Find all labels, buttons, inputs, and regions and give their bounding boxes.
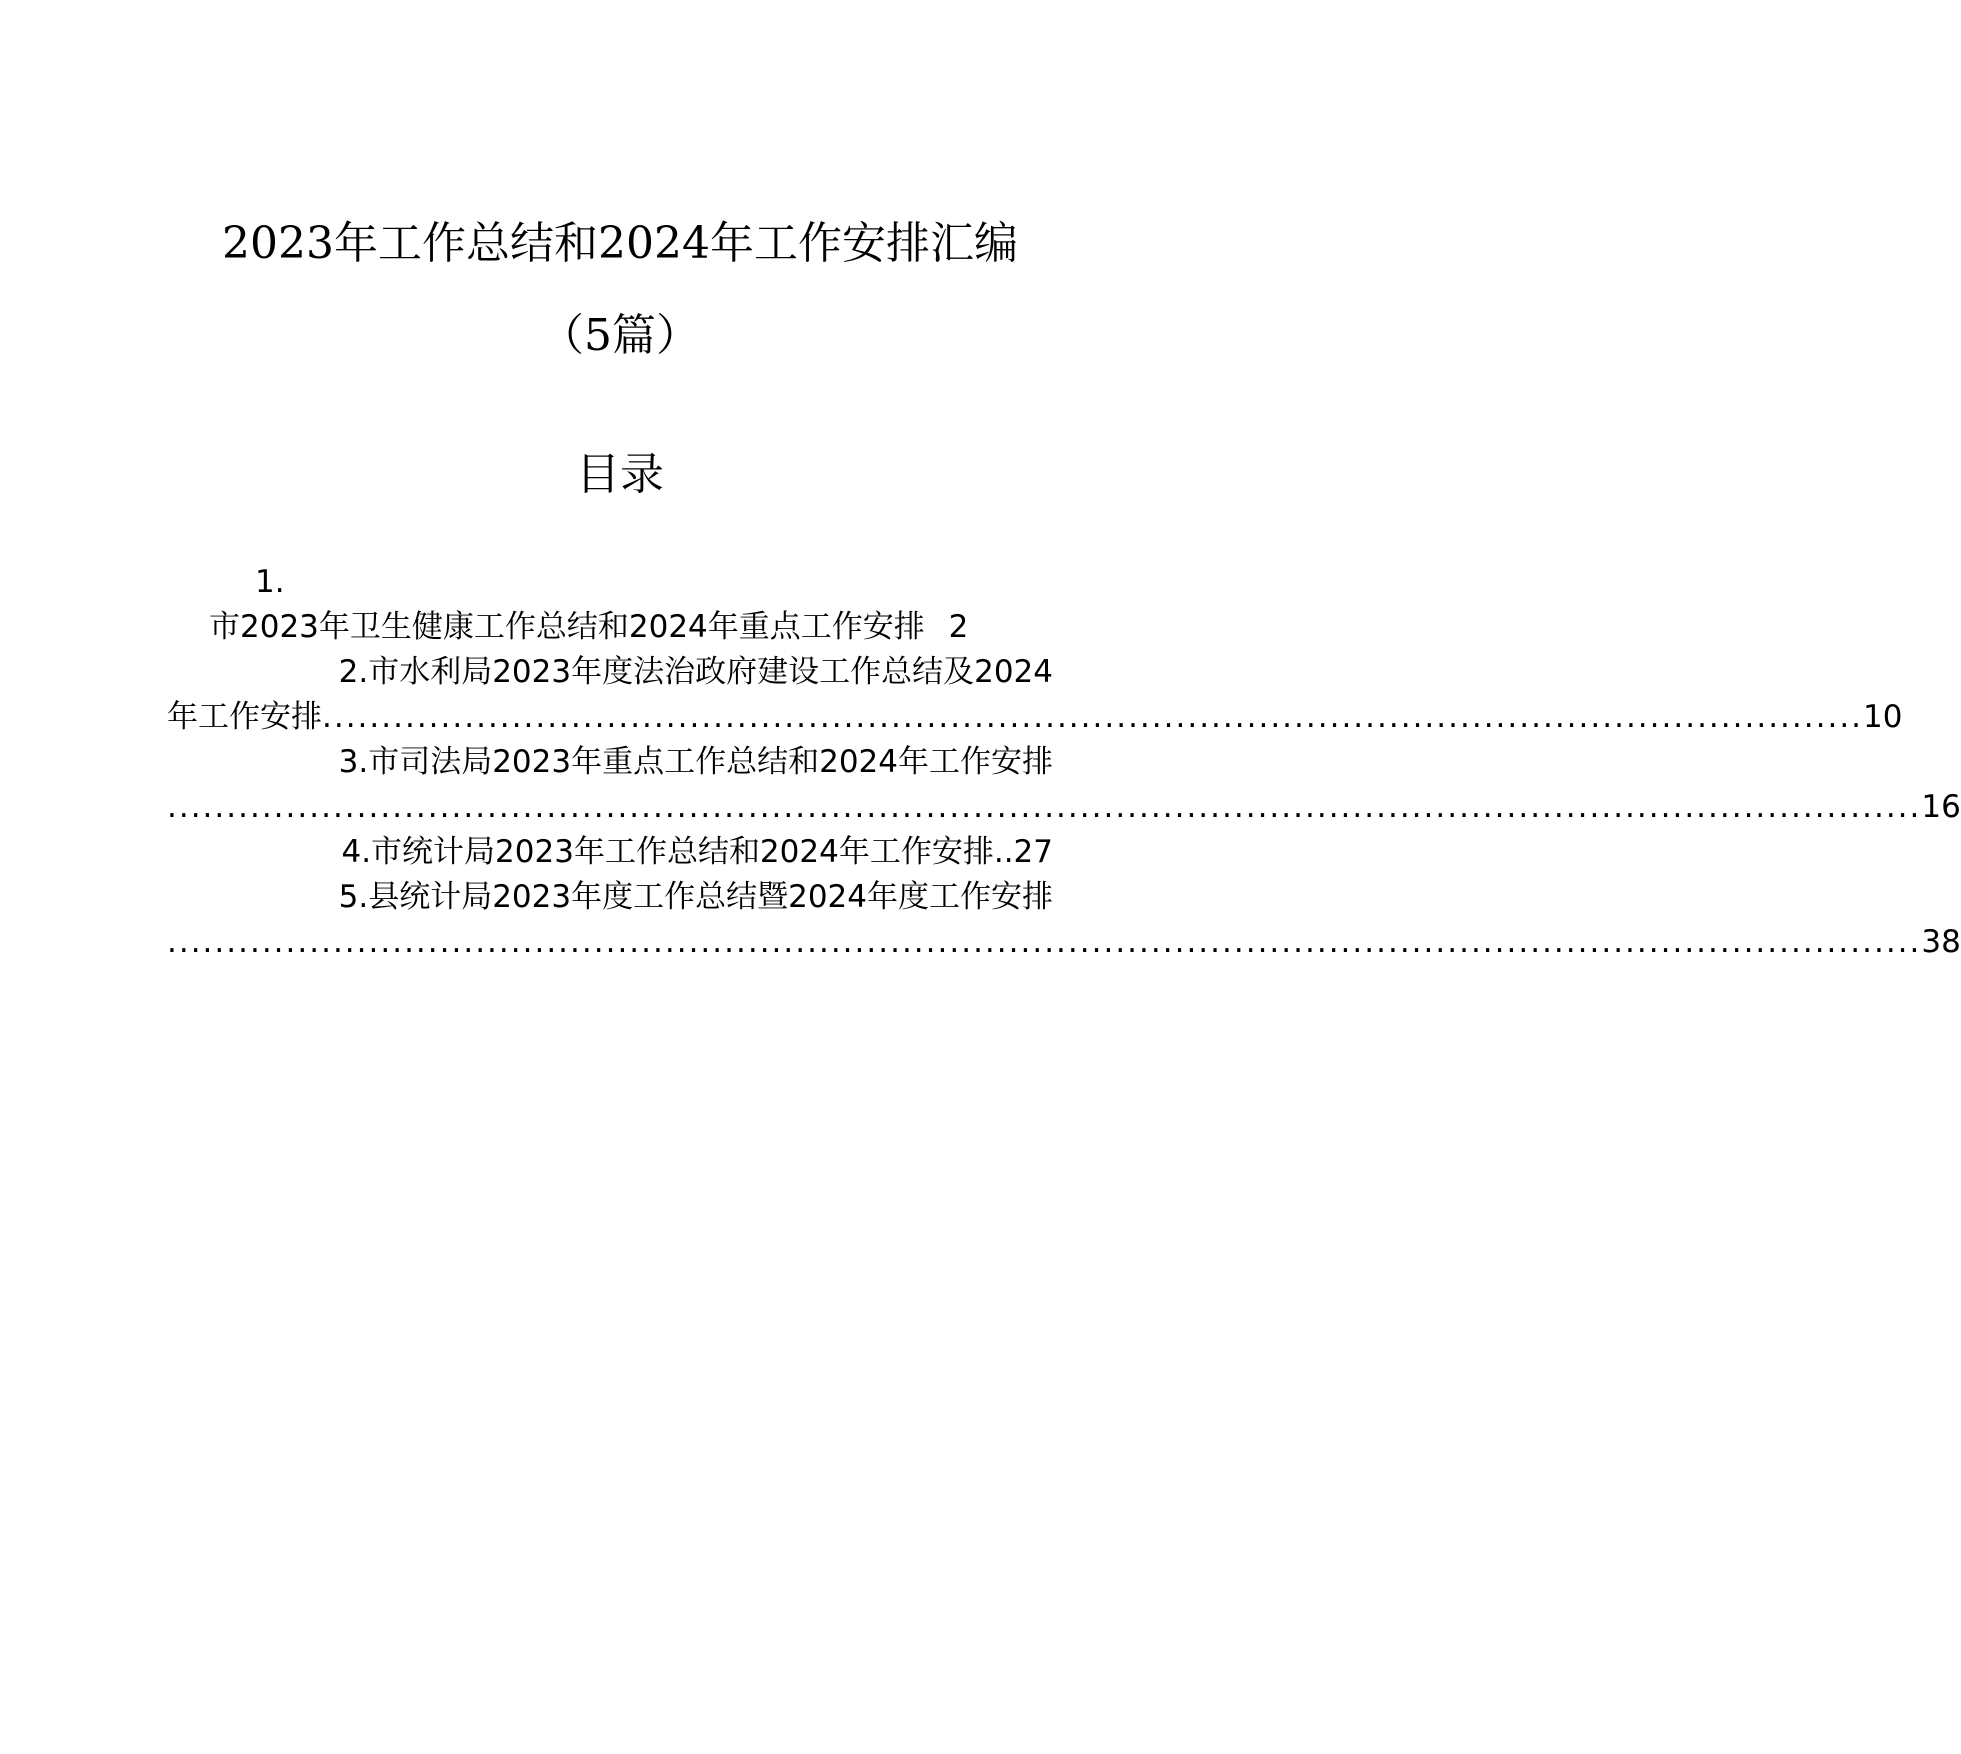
- toc-entry-2-row-line2[interactable]: [167, 695, 1903, 740]
- toc-entry-2-title-line1[interactable]: 2.市水利局2023年度法治政府建设工作总结及2024: [338, 654, 1053, 690]
- toc-leader-dots: ....................................................................................................................................................: [167, 789, 1922, 825]
- toc-entry-3-title[interactable]: 3.市司法局2023年重点工作总结和2024年工作安排: [338, 744, 1053, 780]
- toc-entry-3-row-line2[interactable]: [167, 785, 1961, 830]
- toc-entry-2-page[interactable]: 10: [1863, 699, 1903, 735]
- toc-entry-4-row[interactable]: [187, 830, 1053, 875]
- toc-leader-dots: ....................................................................................................................................................: [167, 924, 1922, 960]
- toc-heading: 目录: [576, 449, 664, 500]
- toc-leader-dots: ..................................................................................................................................: [322, 699, 1864, 735]
- table-of-contents: [167, 560, 1961, 965]
- document-subtitle: （5篇）: [540, 310, 700, 361]
- toc-entry-1-row[interactable]: [187, 605, 1053, 650]
- toc-entry-5-row-line1[interactable]: [187, 875, 1053, 920]
- toc-entry-5-title[interactable]: 5.县统计局2023年度工作总结暨2024年度工作安排: [338, 879, 1053, 915]
- toc-entry-5-page[interactable]: 38: [1921, 924, 1961, 960]
- toc-entry-5-row-line2[interactable]: [167, 920, 1961, 965]
- toc-entry-1-title[interactable]: 市2023年卫生健康工作总结和2024年重点工作安排: [209, 609, 925, 645]
- toc-entry-1-page[interactable]: 2: [948, 609, 969, 645]
- toc-entry-4-page[interactable]: .27: [1003, 834, 1053, 870]
- toc-entry-1-number-row: [187, 560, 1053, 605]
- toc-entry-3-row-line1[interactable]: [187, 740, 1053, 785]
- document-title: 2023年工作总结和2024年工作安排汇编: [222, 218, 1018, 269]
- toc-entry-3-page[interactable]: 16: [1921, 789, 1961, 825]
- toc-entry-2-title-line2[interactable]: 年工作安排: [167, 699, 322, 735]
- toc-entry-1-number[interactable]: 1.: [255, 564, 285, 600]
- toc-entry-4-title[interactable]: 4.市统计局2023年工作总结和2024年工作安排.: [341, 834, 1004, 870]
- toc-entry-2-row-line1[interactable]: [187, 650, 1053, 695]
